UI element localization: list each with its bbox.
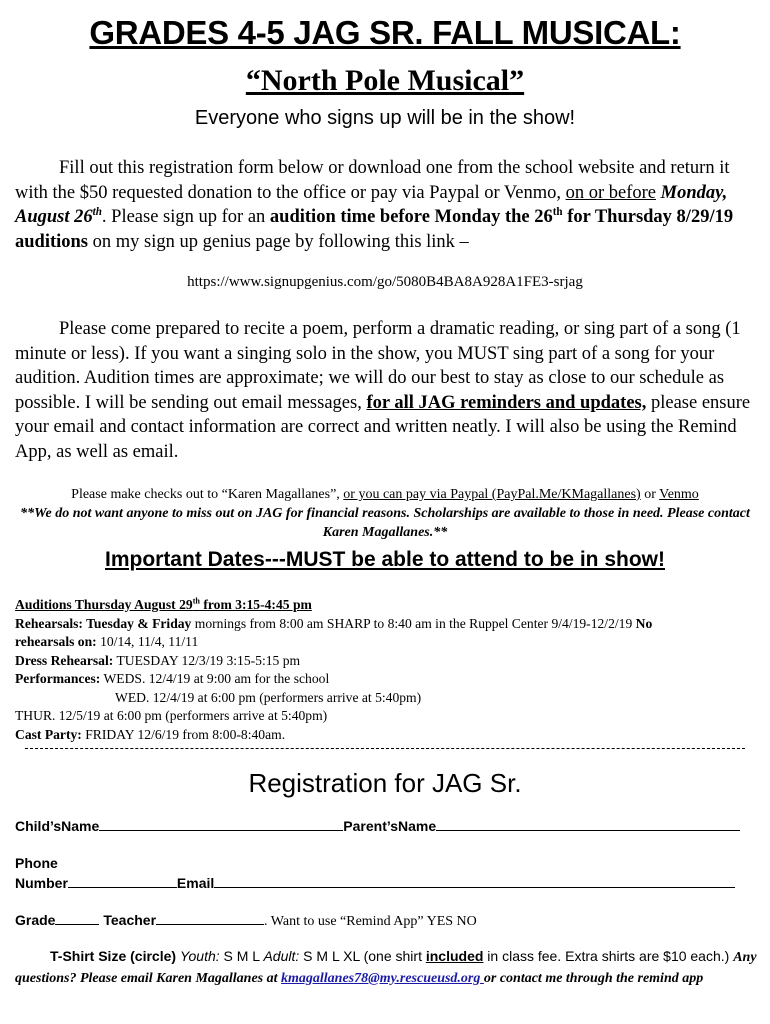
instructions-text-2: . Please sign up for an: [101, 207, 270, 227]
tshirt-section: [15, 947, 760, 988]
deadline-date: Monday, August 26th: [15, 182, 728, 227]
performance-line-3: THUR. 12/5/19 at 6:00 pm (performers arrive at 5:40pm): [15, 708, 328, 723]
instructions-paragraph: [15, 156, 755, 254]
signup-link[interactable]: https://www.signupgenius.com/go/5080B4BA8A928A1FE3-srjag: [187, 274, 583, 290]
dress-rehearsal-line: Dress Rehearsal: TUESDAY 12/3/19 3:15-5:15 pm: [15, 652, 301, 668]
scholarship-note: **We do not want anyone to miss out on JAG for financial reasons. Scholarships are available to those in need. Please contact Karen Magallanes.**: [20, 506, 750, 540]
musical-title: “North Pole Musical”: [245, 64, 525, 97]
email-label: Email: [176, 875, 215, 891]
cut-line-divider: [25, 748, 745, 749]
names-row: [15, 817, 740, 834]
adult-label: Adult:: [263, 948, 300, 964]
fee-text: in class fee. Extra shirts are $10 each.): [483, 948, 734, 964]
checks-text: Please make checks out to “Karen Magallanes”,: [71, 487, 344, 502]
instructions-text-3: on my sign up genius page by following this link –: [88, 231, 469, 252]
questions-text: Any questions? Please email Karen Magallanes at: [15, 950, 757, 986]
audition-text: Please come prepared to recite a poem, perform a dramatic reading, or sing part of a song (1 minute or less). If you want a singing solo in the show, you MUST sing part of a song for your audition. Audition times are approximate; we will do our best to stay as close to our schedule as possible. I will be sending out email messages,: [15, 319, 741, 413]
grade-label: Grade: [15, 912, 56, 928]
tagline: Everyone who signs up will be in the show!: [194, 107, 576, 129]
reminders-emphasis: for all JAG reminders and updates,: [366, 392, 647, 413]
child-name-label: Child’sName: [15, 818, 100, 834]
included-text: included: [425, 948, 484, 964]
parent-name-field[interactable]: [436, 817, 740, 831]
questions-end-text: or contact me through the remind app: [483, 970, 704, 986]
performance-line-2: WED. 12/4/19 at 6:00 pm (performers arrive at 5:40pm): [115, 689, 422, 705]
no-rehearsals-line: rehearsals on: 10/14, 11/4, 11/11: [15, 634, 199, 649]
important-dates-heading: Important Dates---MUST be able to attend to be in show!: [104, 548, 665, 571]
phone-number-field[interactable]: [68, 874, 177, 888]
performances-line: Performances: WEDS. 12/4/19 at 9:00 am for the school: [15, 671, 330, 686]
adult-sizes[interactable]: S M L XL (one shirt: [299, 948, 426, 964]
audition-text-2: please ensure your email and contact information are correct and written neatly. I will also be using the Remind App, as well as email.: [15, 392, 751, 462]
phone-email-row: [15, 874, 735, 891]
auditions-line: Auditions Thursday August 29th from 3:15-4:45 pm: [15, 596, 312, 612]
audition-paragraph: [15, 317, 755, 464]
number-label: Number: [15, 875, 68, 891]
teacher-label: Teacher: [103, 912, 157, 928]
page-title: GRADES 4-5 JAG SR. FALL MUSICAL:: [89, 14, 681, 51]
deadline-qualifier: on or before: [565, 182, 656, 203]
parent-name-label: Parent’sName: [343, 818, 437, 834]
email-field[interactable]: [214, 874, 735, 888]
youth-label: Youth:: [179, 948, 220, 964]
schedule-list: [15, 596, 760, 744]
registration-title: Registration for JAG Sr.: [248, 768, 522, 798]
contact-email-link[interactable]: kmagallanes78@my.rescueusd.org: [281, 970, 484, 986]
venmo-text: Venmo: [659, 487, 699, 502]
teacher-field[interactable]: [156, 911, 264, 925]
cast-party-line: Cast Party: FRIDAY 12/6/19 from 8:00-8:40am.: [15, 726, 286, 742]
child-name-field[interactable]: [99, 817, 343, 831]
grade-field[interactable]: [55, 911, 99, 925]
youth-sizes[interactable]: S M L: [219, 948, 264, 964]
grade-teacher-row: [15, 911, 477, 930]
or-text: or: [640, 487, 660, 502]
paypal-text: or you can pay via Paypal (PayPal.Me/KMagallanes): [343, 487, 641, 502]
payment-note: [10, 485, 760, 542]
phone-label-row: [15, 855, 58, 871]
phone-label: Phone: [15, 855, 58, 871]
instructions-text: Fill out this registration form below or download one from the school website and return it with the $50 requested donation to the office or pay via Paypal or Venmo,: [15, 158, 730, 203]
remind-app-option[interactable]: . Want to use “Remind App” YES NO: [264, 914, 477, 929]
tshirt-label: T-Shirt Size (circle): [50, 948, 177, 964]
rehearsals-line: Rehearsals: Tuesday & Friday mornings from 8:00 am SHARP to 8:40 am in the Ruppel Center 9/4/19-12/2/19 No: [15, 615, 653, 631]
audition-deadline: audition time before Monday the 26th for Thursday 8/29/19 auditions: [15, 205, 734, 252]
